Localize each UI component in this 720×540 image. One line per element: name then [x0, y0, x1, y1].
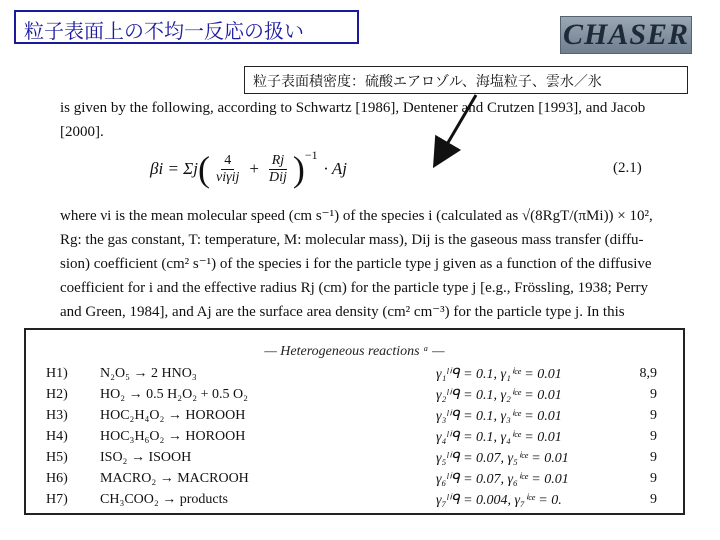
fraction-2-num: Rj	[269, 153, 287, 170]
left-paren: (	[198, 149, 210, 189]
reaction-ref: 9	[650, 471, 657, 486]
reaction-equation: MACRO₂ → MACROOH	[100, 471, 249, 486]
table-row	[26, 366, 683, 386]
reaction-id: H3)	[46, 408, 68, 423]
heterogeneous-reactions-table	[24, 328, 685, 515]
reaction-id: H5)	[46, 450, 68, 465]
reaction-ref: 9	[650, 429, 657, 444]
paper-desc-2: Rg: the gas constant, T: temperature, M: molecular mass), Dij is the gaseous mass transfer (diffu-	[60, 232, 644, 248]
table-row	[26, 471, 683, 491]
equation-exponent: −1	[304, 148, 318, 162]
table-row	[26, 450, 683, 470]
reaction-gamma: γ₄ˡⁱᑫ = 0.1, γ₄ⁱᶜᵉ = 0.01	[436, 430, 562, 445]
fraction-2-den: Dij	[269, 169, 287, 185]
equation-tail: · Aj	[323, 159, 347, 178]
reaction-id: H1)	[46, 366, 68, 381]
reaction-ref: 9	[650, 450, 657, 465]
table-title: — Heterogeneous reactions ᵃ —	[264, 344, 445, 359]
reaction-id: H7)	[46, 492, 68, 507]
paper-desc-1: where νi is the mean molecular speed (cm s⁻¹) of the species i (calculated as √(8RgT/(πMi)) × 10²,	[60, 208, 653, 224]
chaser-logo: CHASER	[560, 16, 692, 54]
slide-title: 粒子表面上の不均一反応の扱い	[14, 10, 359, 44]
reaction-gamma: γ₁ˡⁱᑫ = 0.1, γ₁ⁱᶜᵉ = 0.01	[436, 367, 562, 382]
reaction-equation: CH₃COO₂ → products	[100, 492, 228, 507]
table-row	[26, 429, 683, 449]
fraction-1-den: νiγij	[216, 169, 240, 185]
equation-lhs: βi = Σj	[150, 159, 198, 178]
table-row	[26, 408, 683, 428]
table-row	[26, 387, 683, 407]
paper-line-1: is given by the following, according to Schwartz [1986], Dentener and Crutzen [1993], and Jacob	[60, 100, 646, 116]
reaction-gamma: γ₂ˡⁱᑫ = 0.1, γ₂ⁱᶜᵉ = 0.01	[436, 388, 562, 403]
reaction-id: H2)	[46, 387, 68, 402]
table-row	[26, 492, 683, 512]
paper-desc-5: and Green, 1984], and Aj are the surface area density (cm² cm⁻³) for the particle type j. In this	[60, 304, 625, 320]
reaction-id: H6)	[46, 471, 68, 486]
reaction-equation: HOC₃H₆O₂ → HOROOH	[100, 429, 246, 444]
reaction-ref: 9	[650, 492, 657, 507]
reaction-ref: 9	[650, 387, 657, 402]
equation-2-1	[150, 144, 347, 194]
right-paren: )	[292, 149, 305, 189]
reaction-gamma: γ₃ˡⁱᑫ = 0.1, γ₃ⁱᶜᵉ = 0.01	[436, 409, 562, 424]
reaction-ref: 9	[650, 408, 657, 423]
reaction-equation: N₂O₅ → 2 HNO₃	[100, 366, 197, 381]
reaction-gamma: γ₅ˡⁱᑫ = 0.07, γ₅ⁱᶜᵉ = 0.01	[436, 451, 569, 466]
fraction-2	[266, 153, 290, 186]
paper-desc-3: sion) coefficient (cm² s⁻¹) of the species i for the particle type j given as a function of the diffusive	[60, 256, 652, 272]
paper-desc-4: coefficient for i and the effective radius Rj (cm) for the particle type j [e.g., Frössling, 1938; Perry	[60, 280, 649, 296]
reaction-equation: ISO₂ → ISOOH	[100, 450, 192, 465]
equation-number: (2.1)	[613, 160, 642, 176]
fraction-1-num: 4	[221, 153, 234, 170]
reaction-id: H4)	[46, 429, 68, 444]
reaction-ref: 8,9	[639, 366, 657, 381]
reaction-equation: HO₂ → 0.5 H₂O₂ + 0.5 O₂	[100, 387, 248, 402]
equation-plus: +	[249, 159, 259, 178]
callout-box: 粒子表面積密度：硫酸エアロゾル、海塩粒子、雲水／氷	[244, 66, 688, 94]
reaction-equation: HOC₂H₄O₂ → HOROOH	[100, 408, 246, 423]
paper-line-2: [2000].	[60, 124, 104, 140]
reaction-gamma: γ₆ˡⁱᑫ = 0.07, γ₆ⁱᶜᵉ = 0.01	[436, 472, 569, 487]
reaction-gamma: γ₇ˡⁱᑫ = 0.004, γ₇ⁱᶜᵉ = 0.	[436, 493, 562, 508]
fraction-1	[213, 153, 242, 186]
